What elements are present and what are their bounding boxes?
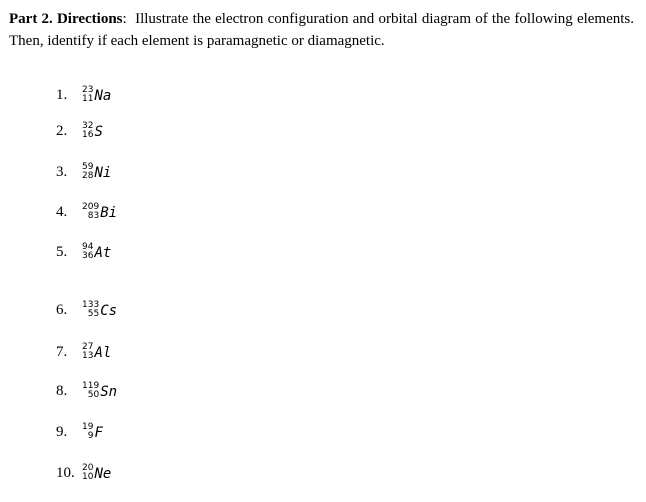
atomic-number: 83 [87,211,100,221]
nuclide-numbers [82,163,93,181]
mass-number: 23 [82,85,94,95]
atomic-number: 50 [87,390,100,400]
directions-lead: Part 2. Directions [9,11,123,27]
element-item-3 [56,160,111,184]
element-symbol: Al [94,345,112,361]
item-number: 2. [56,122,68,139]
nuclide-notation [82,122,103,140]
item-number: 9. [56,423,68,440]
element-symbol: Cs [100,303,118,319]
atomic-number: 28 [82,171,94,181]
element-symbol: At [94,245,112,261]
nuclide-notation [82,343,111,361]
nuclide-notation [82,86,111,104]
item-number: 8. [56,382,68,399]
directions-paragraph [9,8,634,52]
item-number: 7. [56,343,68,360]
item-number: 4. [56,203,68,220]
nuclide-notation [82,301,117,319]
item-number: 6. [56,301,68,318]
element-item-2 [56,119,103,143]
mass-number: 119 [82,381,100,391]
mass-number: 94 [82,242,94,252]
element-item-9 [56,420,103,444]
element-symbol: Sn [100,384,118,400]
directions-colon: : [122,11,127,27]
nuclide-numbers [82,86,93,104]
directions-text: Illustrate the electron configuration and orbital diagram of the following elements. Then, identify if each element is paramagnetic or diamagnetic. [9,11,635,49]
element-item-10 [56,461,111,485]
element-item-8 [56,379,117,403]
element-symbol: Ni [94,165,112,181]
element-symbol: Na [94,88,112,104]
nuclide-notation [82,423,103,441]
nuclide-numbers [82,382,99,400]
nuclide-numbers [82,301,99,319]
atomic-number: 9 [87,431,94,441]
item-number: 10. [56,464,75,481]
mass-number: 209 [82,202,100,212]
atomic-number: 55 [87,309,100,319]
nuclide-numbers [82,343,93,361]
element-symbol: Ne [94,466,112,482]
mass-number: 133 [82,300,100,310]
atomic-number: 11 [82,94,94,104]
atomic-number: 16 [82,130,94,140]
element-item-1 [56,83,111,107]
mass-number: 59 [82,162,94,172]
element-item-7 [56,340,111,364]
element-item-4 [56,200,117,224]
nuclide-numbers [82,464,93,482]
nuclide-numbers [82,243,93,261]
nuclide-notation [82,203,117,221]
mass-number: 27 [82,342,94,352]
nuclide-numbers [82,122,93,140]
mass-number: 19 [82,422,94,432]
nuclide-numbers [82,423,93,441]
atomic-number: 13 [82,351,94,361]
element-item-5 [56,240,111,264]
mass-number: 20 [82,463,94,473]
atomic-number: 10 [82,472,94,482]
atomic-number: 36 [82,251,94,261]
nuclide-notation [82,163,111,181]
nuclide-notation [82,243,111,261]
nuclide-notation [82,464,111,482]
mass-number: 32 [82,121,94,131]
element-item-6 [56,298,117,322]
item-number: 3. [56,163,68,180]
item-number: 5. [56,243,68,260]
item-number: 1. [56,86,68,103]
nuclide-numbers [82,203,99,221]
element-symbol: S [94,124,103,140]
nuclide-notation [82,382,117,400]
element-symbol: F [94,425,103,441]
element-symbol: Bi [100,205,118,221]
